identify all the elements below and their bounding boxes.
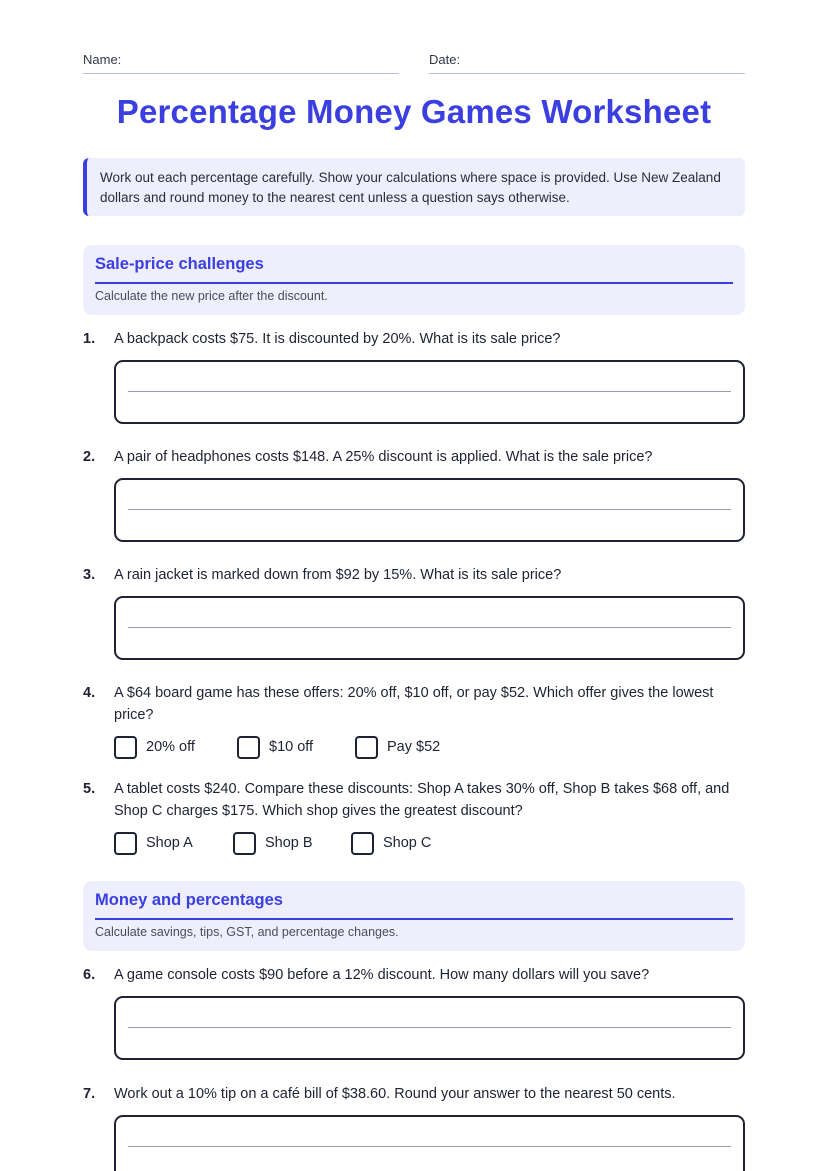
instructions-box: Work out each percentage carefully. Show your calculations where space is provided. Use New Zealand dollars and round money to the nearest cent unless a question says otherwise. — [83, 158, 745, 216]
section-title: Money and percentages — [95, 891, 733, 920]
option-label: $10 off — [269, 739, 314, 755]
date-label: Date: — [429, 52, 461, 67]
checkbox[interactable] — [233, 832, 256, 855]
header-fields — [83, 52, 745, 74]
answer-box-2[interactable] — [114, 478, 745, 542]
answer-box-6[interactable] — [114, 996, 745, 1060]
name-field[interactable] — [83, 52, 399, 74]
answer-box-7[interactable] — [114, 1115, 745, 1171]
section-subtitle: Calculate the new price after the discount. — [95, 289, 328, 303]
option-label: Shop B — [265, 835, 313, 851]
option-label: Pay $52 — [387, 739, 441, 755]
question-text: A rain jacket is marked down from $92 by 15%. What is its sale price? — [114, 567, 562, 583]
question-text: Work out a 10% tip on a café bill of $38.60. Round your answer to the nearest 50 cents. — [114, 1086, 676, 1102]
question-number: 2. — [83, 449, 96, 465]
answer-line — [128, 627, 731, 628]
page-title: Percentage Money Games Worksheet — [116, 93, 712, 130]
question-number: 7. — [83, 1086, 96, 1102]
answer-box-1[interactable] — [114, 360, 745, 424]
checkbox[interactable] — [114, 736, 137, 759]
answer-line — [128, 1027, 731, 1028]
question-number: 6. — [83, 967, 96, 983]
section-subtitle: Calculate savings, tips, GST, and percentage changes. — [95, 925, 399, 939]
answer-line — [128, 1146, 731, 1147]
answer-line — [128, 391, 731, 392]
question-number: 3. — [83, 567, 96, 583]
question-number: 4. — [83, 685, 96, 701]
question-text: A game console costs $90 before a 12% discount. How many dollars will you save? — [114, 967, 650, 983]
date-field[interactable] — [429, 52, 745, 74]
checkbox[interactable] — [114, 832, 137, 855]
checkbox[interactable] — [355, 736, 378, 759]
options-5 — [114, 832, 514, 856]
question-text: A pair of headphones costs $148. A 25% discount is applied. What is the sale price? — [114, 449, 653, 465]
option-label: Shop A — [146, 835, 193, 851]
question-number: 5. — [83, 781, 96, 797]
option-label: 20% off — [146, 739, 195, 755]
section-title: Sale-price challenges — [95, 255, 733, 284]
answer-line — [128, 509, 731, 510]
name-label: Name: — [83, 52, 122, 67]
section-sale-price — [83, 245, 745, 315]
question-text: A backpack costs $75. It is discounted by 20%. What is its sale price? — [114, 331, 561, 347]
section-money-percentages — [83, 881, 745, 951]
option-label: Shop C — [383, 835, 432, 851]
question-number: 1. — [83, 331, 96, 347]
question-text: A $64 board game has these offers: 20% off, $10 off, or pay $52. Which offer gives the lowest price? — [114, 685, 714, 723]
answer-box-3[interactable] — [114, 596, 745, 660]
options-4 — [114, 736, 514, 760]
checkbox[interactable] — [351, 832, 374, 855]
question-text: A tablet costs $240. Compare these discounts: Shop A takes 30% off, Shop B takes $68 off, and Shop C charges $175. Which shop gives the greatest discount? — [114, 781, 730, 819]
checkbox[interactable] — [237, 736, 260, 759]
